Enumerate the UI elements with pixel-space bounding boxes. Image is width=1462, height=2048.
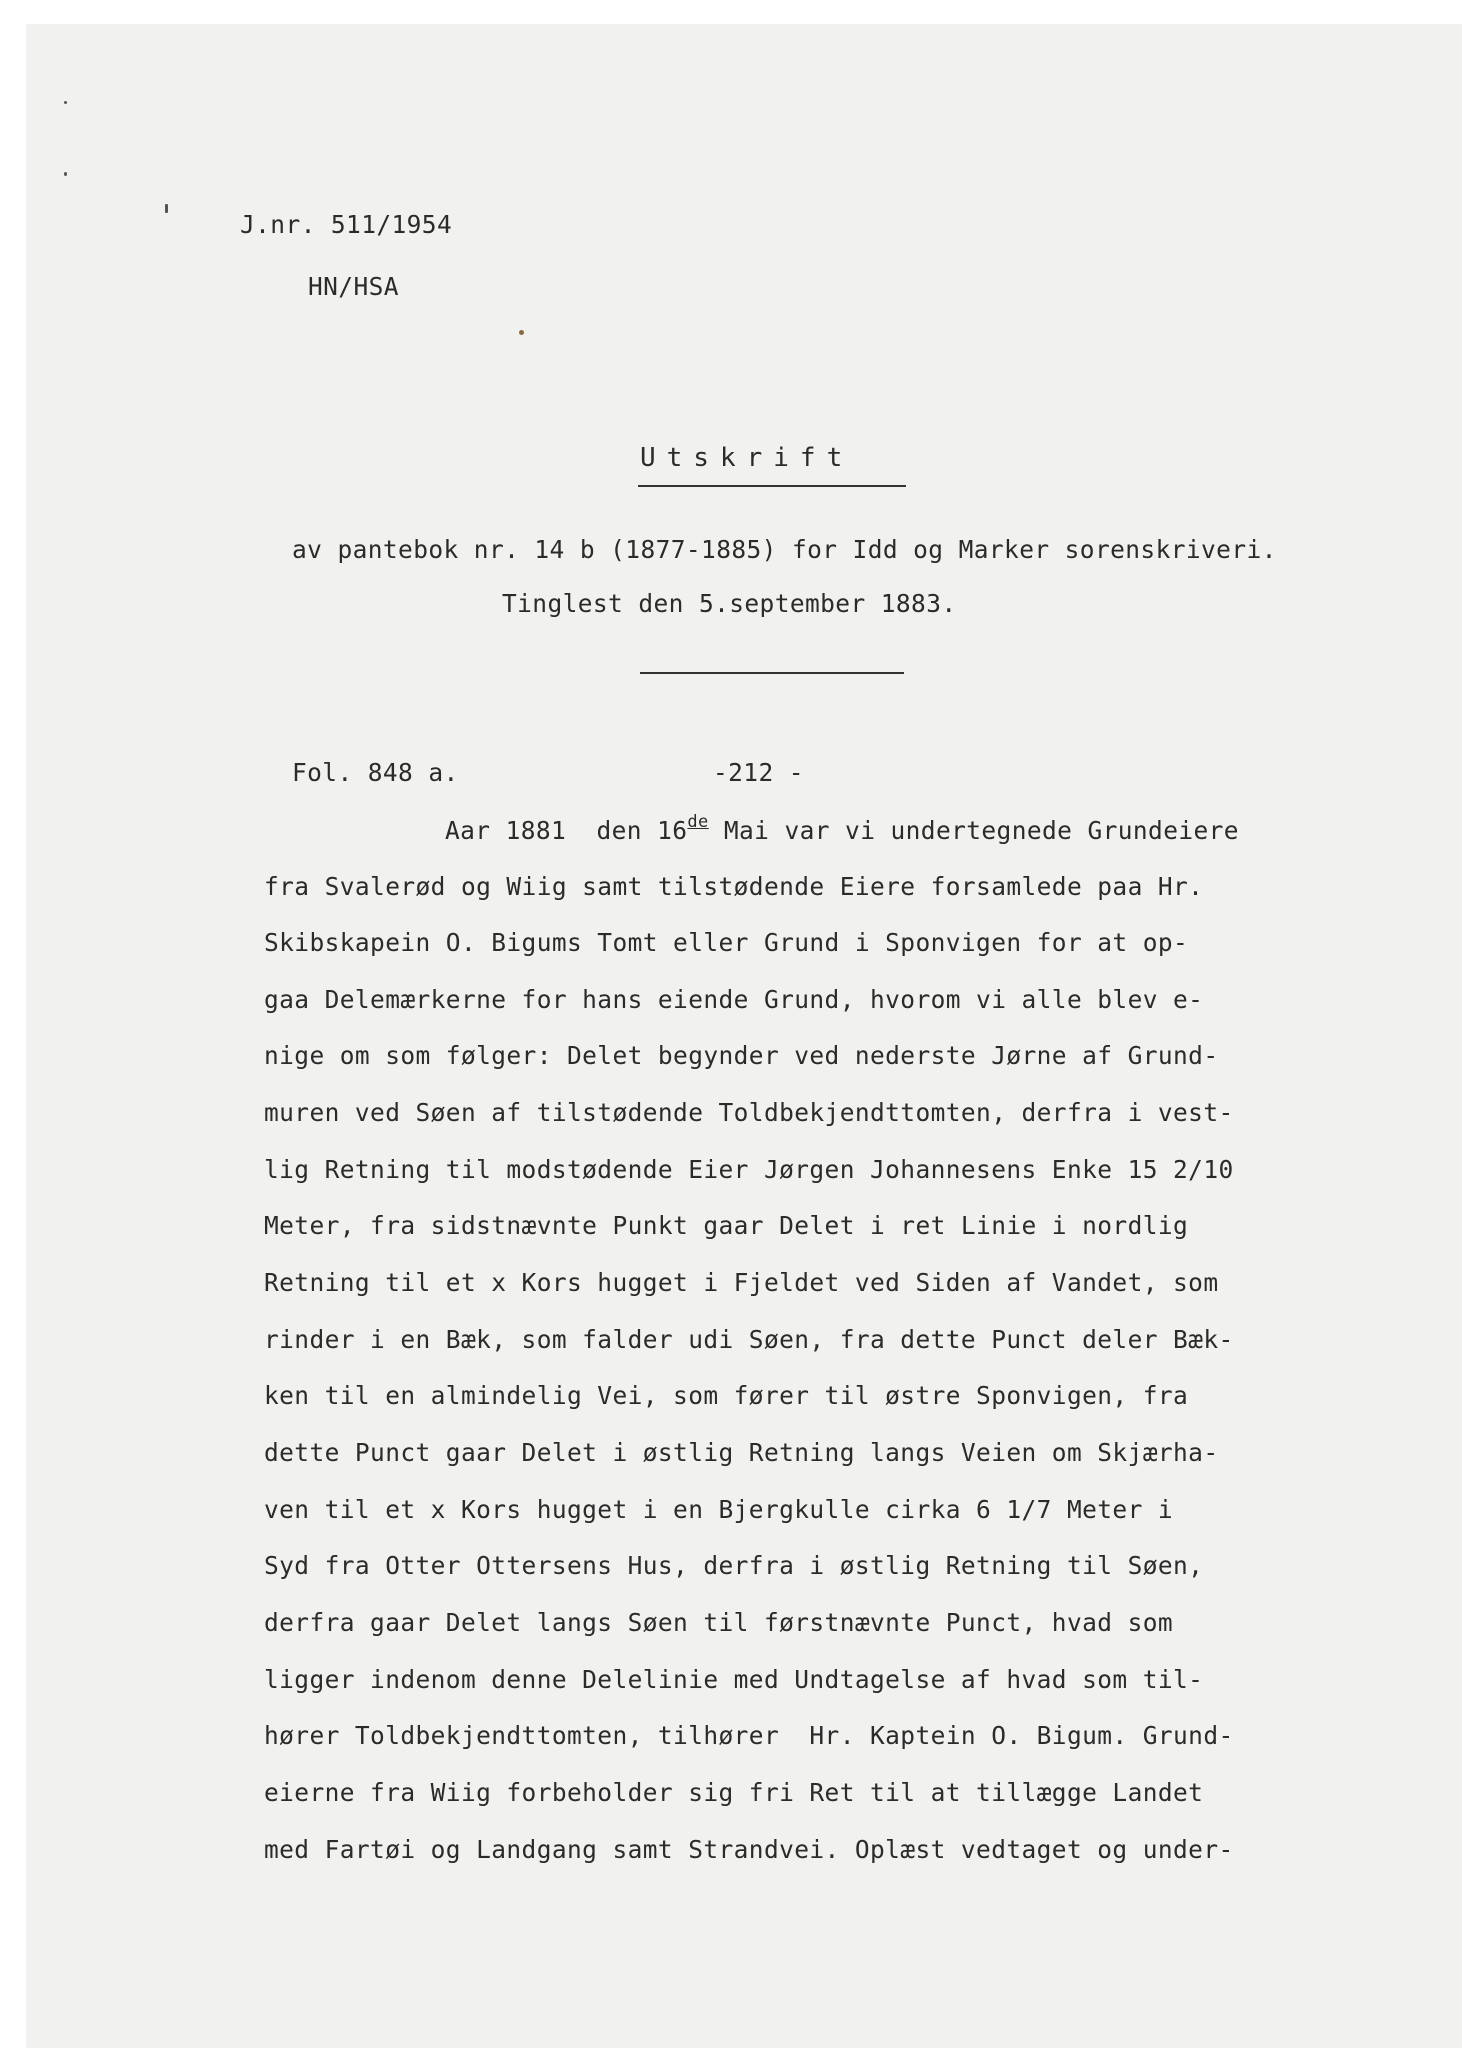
- ink-speck: [519, 330, 524, 335]
- body-first-line-end: Mai var vi undertegnede Grundeiere: [708, 816, 1239, 845]
- hole-punch-mark: [64, 101, 67, 104]
- ordinal-superscript: de: [687, 812, 709, 832]
- body-line: Retning til et x Kors hugget i Fjeldet ved Siden af Vandet, som: [264, 1268, 1219, 1297]
- subtitle-line-1: av pantebok nr. 14 b (1877-1885) for Idd og Marker sorenskriveri.: [292, 535, 1277, 564]
- body-line: derfra gaar Delet langs Søen til førstnævnte Punct, hvad som: [264, 1608, 1174, 1637]
- body-line: gaa Delemærkerne for hans eiende Grund, hvorom vi alle blev e-: [264, 985, 1204, 1014]
- body-line: Syd fra Otter Ottersens Hus, derfra i østlig Retning til Søen,: [264, 1551, 1204, 1580]
- hole-punch-mark: [64, 172, 67, 176]
- body-line: Skibskapein O. Bigums Tomt eller Grund i Sponvigen for at op-: [264, 928, 1189, 957]
- body-line: ven til et x Kors hugget i en Bjergkulle cirka 6 1/7 Meter i: [264, 1495, 1174, 1524]
- body-line: med Fartøi og Landgang samt Strandvei. Oplæst vedtaget og under-: [264, 1835, 1234, 1864]
- body-line: nige om som følger: Delet begynder ved nederste Jørne af Grund-: [264, 1041, 1219, 1070]
- page-marker: -212 -: [713, 758, 804, 787]
- body-line: fra Svalerød og Wiig samt tilstødende Eiere forsamlede paa Hr.: [264, 872, 1204, 901]
- document-title: Utskrift: [640, 443, 854, 473]
- section-divider: [640, 672, 904, 674]
- body-line: eierne fra Wiig forbeholder sig fri Ret til at tillægge Landet: [264, 1778, 1204, 1807]
- hole-punch-mark: [165, 204, 168, 213]
- body-line: ligger indenom denne Delelinie med Undtagelse af hvad som til-: [264, 1665, 1204, 1694]
- initials: HN/HSA: [308, 272, 399, 301]
- folio-reference: Fol. 848 a.: [292, 758, 459, 787]
- body-first-line-start: Aar 1881 den 16: [445, 816, 688, 845]
- body-line: Meter, fra sidstnævnte Punkt gaar Delet i ret Linie i nordlig: [264, 1211, 1189, 1240]
- subtitle-line-2: Tinglest den 5.september 1883.: [502, 589, 957, 618]
- body-first-line: [445, 812, 1239, 849]
- journal-number: J.nr. 511/1954: [240, 210, 453, 239]
- body-line: dette Punct gaar Delet i østlig Retning langs Veien om Skjærha-: [264, 1438, 1219, 1467]
- title-underline: [638, 485, 906, 487]
- body-line: hører Toldbekjendttomten, tilhører Hr. Kaptein O. Bigum. Grund-: [264, 1721, 1234, 1750]
- body-line: lig Retning til modstødende Eier Jørgen Johannesens Enke 15 2/10: [264, 1155, 1234, 1184]
- body-line: ken til en almindelig Vei, som fører til østre Sponvigen, fra: [264, 1381, 1189, 1410]
- body-line: muren ved Søen af tilstødende Toldbekjendttomten, derfra i vest-: [264, 1098, 1234, 1127]
- body-line: rinder i en Bæk, som falder udi Søen, fra dette Punct deler Bæk-: [264, 1325, 1234, 1354]
